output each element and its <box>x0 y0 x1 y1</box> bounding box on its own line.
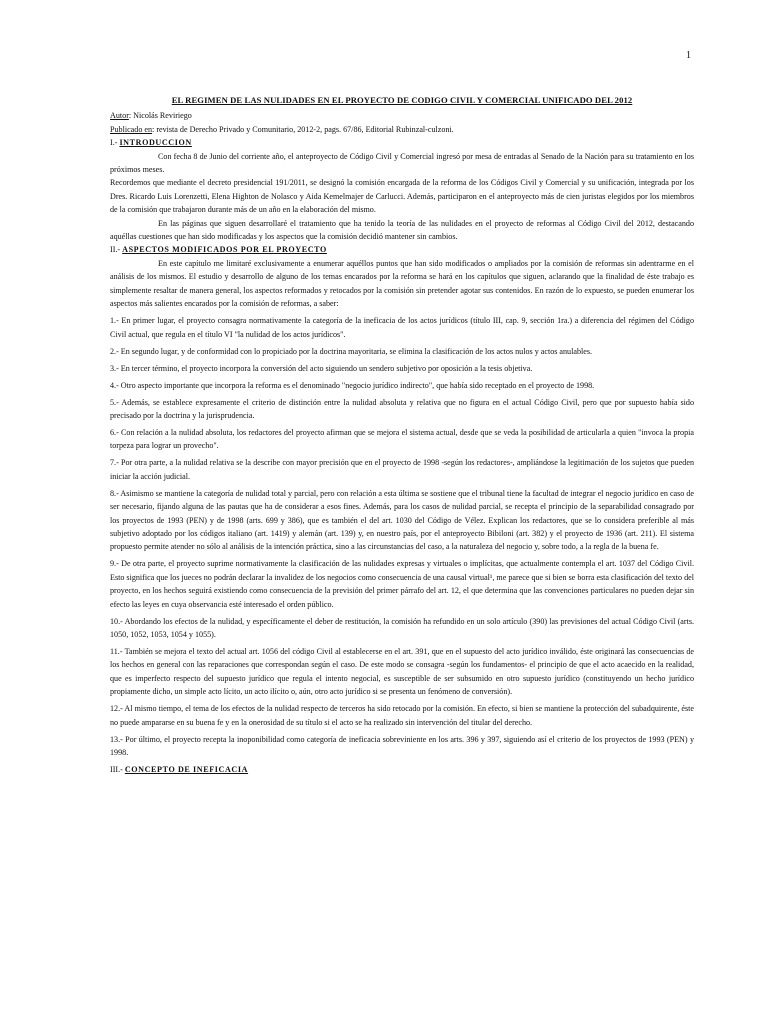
list-item: 2.- En segundo lugar, y de conformidad con lo propiciado por la doctrina mayoritaria, se elimina la clasificación de los actos nulos y actos anulables. <box>110 346 593 356</box>
section-title: ASPECTOS MODIFICADOS POR EL PROYECTO <box>122 245 327 255</box>
list-item: 13.- Por último, el proyecto recepta la inoponibilidad como categoría de ineficacia sobreviniente en los arts. 396 y 397, siguiendo así el criterio de los proyectos de 1993 (PEN) y 1998. <box>110 734 694 757</box>
list-item: 11.- También se mejora el texto del actual art. 1056 del código Civil al establecerse en el art. 391, que en el supuesto del acto jurídico inválido, éste originará las consecuencias de los hechos en general con las reparaciones que correspondan según el caso. De este modo se consagra -según los fundamentos- el principio de que el acto acaecido en la realidad, que es imperfecto respecto del supuesto jurídico que regula el intento negocial, es susceptible de ser subsumido en otro supuesto jurídico (constituyendo un hecho jurídico propiamente dicho, un simple acto lícito, un acto ilícito o, aún, otro acto jurídico si se presenta un fenómeno de conversión). <box>110 646 694 697</box>
section-heading-concepto <box>110 763 694 776</box>
list-item: 9.- De otra parte, el proyecto suprime normativamente la clasificación de las nulidades expresas y virtuales o implícitas, que actualmente contempla el art. 1037 del Código Civil. Esto significa que los jueces no podrán declarar la invalidez de los negocios como consecuencia de una causal virtual¹, me parece que si bien se borra esta clasificación del texto del proyecto, en los hechos seguirá existiendo como consecuencia de la previsión del primer párrafo del art. 12, el que determina que las convenciones particulares no pueden dejar sin efecto las leyes en cuya observancia esté interesado el orden público. <box>110 559 694 609</box>
author-name: : Nicolás Reviriego <box>128 111 192 121</box>
page-number: 1 <box>686 50 691 61</box>
author-label: Autor <box>110 111 129 121</box>
published-source: : revista de Derecho Privado y Comunitario, 2012-2, pags. 67/86, Editorial Rubinzal-culzoni. <box>152 124 454 134</box>
list-item: 3.- En tercer término, el proyecto incorpora la conversión del acto siguiendo un sendero subjetivo por oposición a la tesis objetiva. <box>110 363 533 373</box>
section-title: INTRODUCCION <box>119 138 192 148</box>
author-line <box>110 109 694 122</box>
section-heading-introduccion <box>110 136 694 149</box>
paragraph: Recordemos que mediante el decreto presidencial 191/2011, se designó la comisión encargada de la reforma de los Códigos Civil y Comercial y su unificación, integrada por los Dres. Ricardo Luis Lorenzetti, Elena Highton de Nolasco y Aida Kemelmajer de Carlucci. Además, participaron en el anteproyecto más de cien juristas elegidos por los miembros de la comisión que trabajaron durante más de un año en la elaboración del mismo. <box>110 178 694 215</box>
paragraph: En este capítulo me limitaré exclusivamente a enumerar aquéllos puntos que han sido modificados o ampliados por la comisión de reformas sin adentrarme en el análisis de los mismos. El estudio y desarrollo de alguno de los temas encarados por la reforma se hará en los capítulos que siguen, aclarando que la finalidad de éste trabajo es simplemente resaltar de manera general, los aspectos reformados y retocados por la comisión sin pretender agotar sus contenidos. En razón de lo expuesto, se pueden enumerar los aspectos más salientes encarados por la comisión de reformas, a saber: <box>110 258 694 309</box>
paragraph: Con fecha 8 de Junio del corriente año, el anteproyecto de Código Civil y Comercial ingresó por mesa de entradas al Senado de la Nación para su tratamiento en los próximos meses. <box>110 151 694 175</box>
section-number: III.- <box>110 765 125 774</box>
list-item: 8.- Asimismo se mantiene la categoría de nulidad total y parcial, pero con relación a esta última se sostiene que el tribunal tiene la facultad de integrar el negocio jurídico en caso de ser necesario, fijando alguna de las pautas que ha de considerar a esos fines. Además, para los casos de nulidad parcial, se recepta el principio de la separabilidad consagrado por los proyectos de 1993 (PEN) y de 1998 (arts. 699 y 386), que es también el del art. 1030 del Código de Vélez. Explican los redactores, que se lo considera preferible al más subjetivo adoptado por los códigos italiano (art. 1419) y alemán (art. 139) y, en nuestro país, por el anteproyecto Bibiloni (art. 382) y el proyecto de 1936 (art. 211). El sistema propuesto permite atender no sólo al análisis de la intención práctica, sino a las circunstancias del caso, a la naturaleza del negocio y, sobre todo, a la regla de la buena fe. <box>110 488 694 552</box>
numbered-list <box>110 314 694 759</box>
published-line <box>110 123 694 136</box>
document-body <box>110 94 694 776</box>
section-heading-aspectos <box>110 243 694 256</box>
list-item: 6.- Con relación a la nulidad absoluta, los redactores del proyecto afirman que se mejora el sistema actual, desde que se veda la posibilidad de articularla a quien "invoca la propia torpeza para lograr un provecho". <box>110 427 694 451</box>
list-item: 5.- Además, se establece expresamente el criterio de distinción entre la nulidad absoluta y relativa que no figura en el actual Código Civil, pero que por supuesto había sido precisado por la doctrina y la jurisprudencia. <box>110 397 694 420</box>
list-item: 1.- En primer lugar, el proyecto consagra normativamente la categoría de la ineficacia de los actos jurídicos (título III, cap. 9, sección 1ra.) a diferencia del régimen del Código Civil actual, que regula en el título VI "la nulidad de los actos jurídicos". <box>110 316 694 339</box>
published-label: Publicado en <box>110 124 153 134</box>
section-number: II.- <box>110 245 123 255</box>
section-title: CONCEPTO DE INEFICACIA <box>124 765 249 774</box>
document-title: EL REGIMEN DE LAS NULIDADES EN EL PROYECTO DE CODIGO CIVIL Y COMERCIAL UNIFICADO DEL 2012 <box>171 95 633 105</box>
list-item: 12.- Al mismo tiempo, el tema de los efectos de la nulidad respecto de terceros ha sido retocado por la comisión. En efecto, si bien se mantiene la protección del subadquirente, éste no puede ampararse en su buena fe y en la onerosidad de su título si el acto se ha realizado sin intervención del titular del derecho. <box>110 704 694 727</box>
paragraph: En las páginas que siguen desarrollaré el tratamiento que ha tenido la teoría de las nulidades en el proyecto de reformas al Código Civil del 2012, destacando aquéllas cuestiones que han sido modificadas y los aspectos que la comisión decidió mantener sin cambios. <box>110 218 694 242</box>
list-item: 4.- Otro aspecto importante que incorpora la reforma es el denominado "negocio jurídico indirecto", que había sido receptado en el proyecto de 1998. <box>110 380 595 390</box>
section-number: I.- <box>110 138 120 148</box>
list-item: 7.- Por otra parte, a la nulidad relativa se la describe con mayor precisión que en el proyecto de 1998 -según los redactores-, ampliándose la legitimación de los sujetos que pueden iniciar la acción judicial. <box>110 458 694 481</box>
list-item: 10.- Abordando los efectos de la nulidad, y específicamente el deber de restitución, la comisión ha refundido en un solo artículo (390) las previsiones del actual Código Civil (arts. 1050, 1052, 1053, 1054 y 1055). <box>110 616 694 639</box>
